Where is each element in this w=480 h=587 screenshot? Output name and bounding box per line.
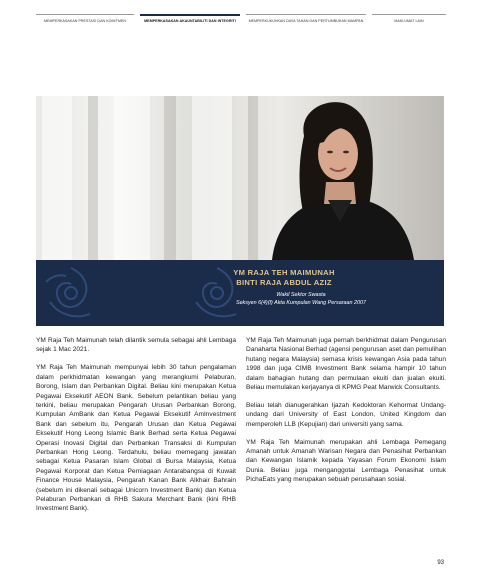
- biography-paragraph: YM Raja Teh Maimunah telah dilantik semula sebagai ahli Lembaga sejak 1 Mac 2021.: [36, 337, 236, 354]
- profile-role-line1: Wakil Sektor Swasta: [276, 292, 326, 298]
- ornament-left-icon: [40, 262, 102, 324]
- profile-name-line1: YM RAJA TEH MAIMUNAH: [233, 268, 335, 277]
- profile-banner: [36, 260, 444, 326]
- nav-tab-maklumat-lain[interactable]: MAKLUMAT LAIN: [372, 14, 446, 34]
- profile-name-line2: BINTI RAJA ABDUL AZIZ: [236, 277, 332, 287]
- biography-paragraph: YM Raja Teh Maimunah juga pernah berkhidmat dalam Pengurusan Danaharta Nasional Berhad (agensi pengurusan aset dan pemulihan hutang negara Malaysia) semasa krisis kewangan Asia pada tahun 1998 dan juga CIMB Investment Bank selama hampir 10 tahun dalam bahagian hutang dan permulaan ekuiti dan jualan ekuiti. Beliau memulakan kerjayanya di KPMG Peat Marwick Consultants.: [246, 337, 446, 392]
- section-nav: [36, 14, 446, 28]
- biography-paragraph: Beliau telah dianugerahkan Ijazah Kedoktoran Kehormat Undang-undang dari University of East London, United Kingdom dan memperoleh LLB (Kepujian) dari universiti yang sama.: [246, 401, 446, 428]
- nav-tab-akauntabiliti[interactable]: MEMPERKASAKAN AKAUNTABILITI DAN INTEGRITI: [140, 14, 240, 34]
- page-number: 93: [437, 560, 444, 566]
- profile-role-line2: Seksyen 6(4)(f) Akta Kumpulan Wang Persaraan 2007: [235, 299, 367, 306]
- nav-tab-prestasi[interactable]: MEMPERKASAKAN PRESTASI DAN KOMITMEN: [36, 14, 134, 34]
- profile-name: [184, 268, 384, 287]
- profile-role: [186, 292, 416, 307]
- biography-left-column: [36, 336, 236, 522]
- portrait-figure: [36, 96, 444, 260]
- biography-paragraph: YM Raja Teh Maimunah mempunyai lebih 30 tahun pengalaman dalam perkhidmatan kewangan yang merangkumi Pelaburan, Borong, Islam dan Perbankan Digital. Beliau kini merupakan Ketua Pegawai Eksekutif AEON Bank. Sebelum pelantikan beliau yang terkini, beliau merupakan Pengarah Urusan Perbankan Borong, Kumpulan AmBank dan Ketua Pegawai Eksekutif AmInvestment Bank dan sebelum itu, Pengarah Urusan dan Ketua Pegawai Eksekutif Hong Leong Islamic Bank Berhad serta Ketua Pegawai Operasi Inovasi Digital dan Perbankan Transaksi di Kumpulan Perbankan Hong Leong. Terdahulu, beliau memegang jawatan sebagai Ketua Pasaran Islam Global di Bursa Malaysia, Ketua Pegawai Korporat dan Ketua Perniagaan Antarabangsa di Kuwait Finance House Malaysia, Pengarah Kanan Bank Alkhair Bahrain (sebelum ini dikenali sebagai Unicorn Investment Bank) dan Ketua Pelaburan Perbankan di RHB Sakura Merchant Bank (kini RHB Investment Bank).: [36, 364, 236, 513]
- biography-paragraph: YM Raja Teh Maimunah merupakan ahli Lembaga Pemegang Amanah untuk Amanah Warisan Negara dan Penasihat Perbankan dan Kewangan Islamik kepada Yayasan Forum Ekonomi Islam Dunia. Beliau juga menganggotai Lembaga Penasihat untuk PichaEats yang merupakan sebuah perusahaan sosial.: [246, 438, 446, 484]
- biography-right-column: [246, 336, 446, 493]
- profile-photo: [36, 96, 444, 260]
- nav-tab-daya-tahan[interactable]: MEMPERKUKUHKAN DAYA TAHAN DAN PERTUMBUHAN MAMPAN: [246, 14, 366, 34]
